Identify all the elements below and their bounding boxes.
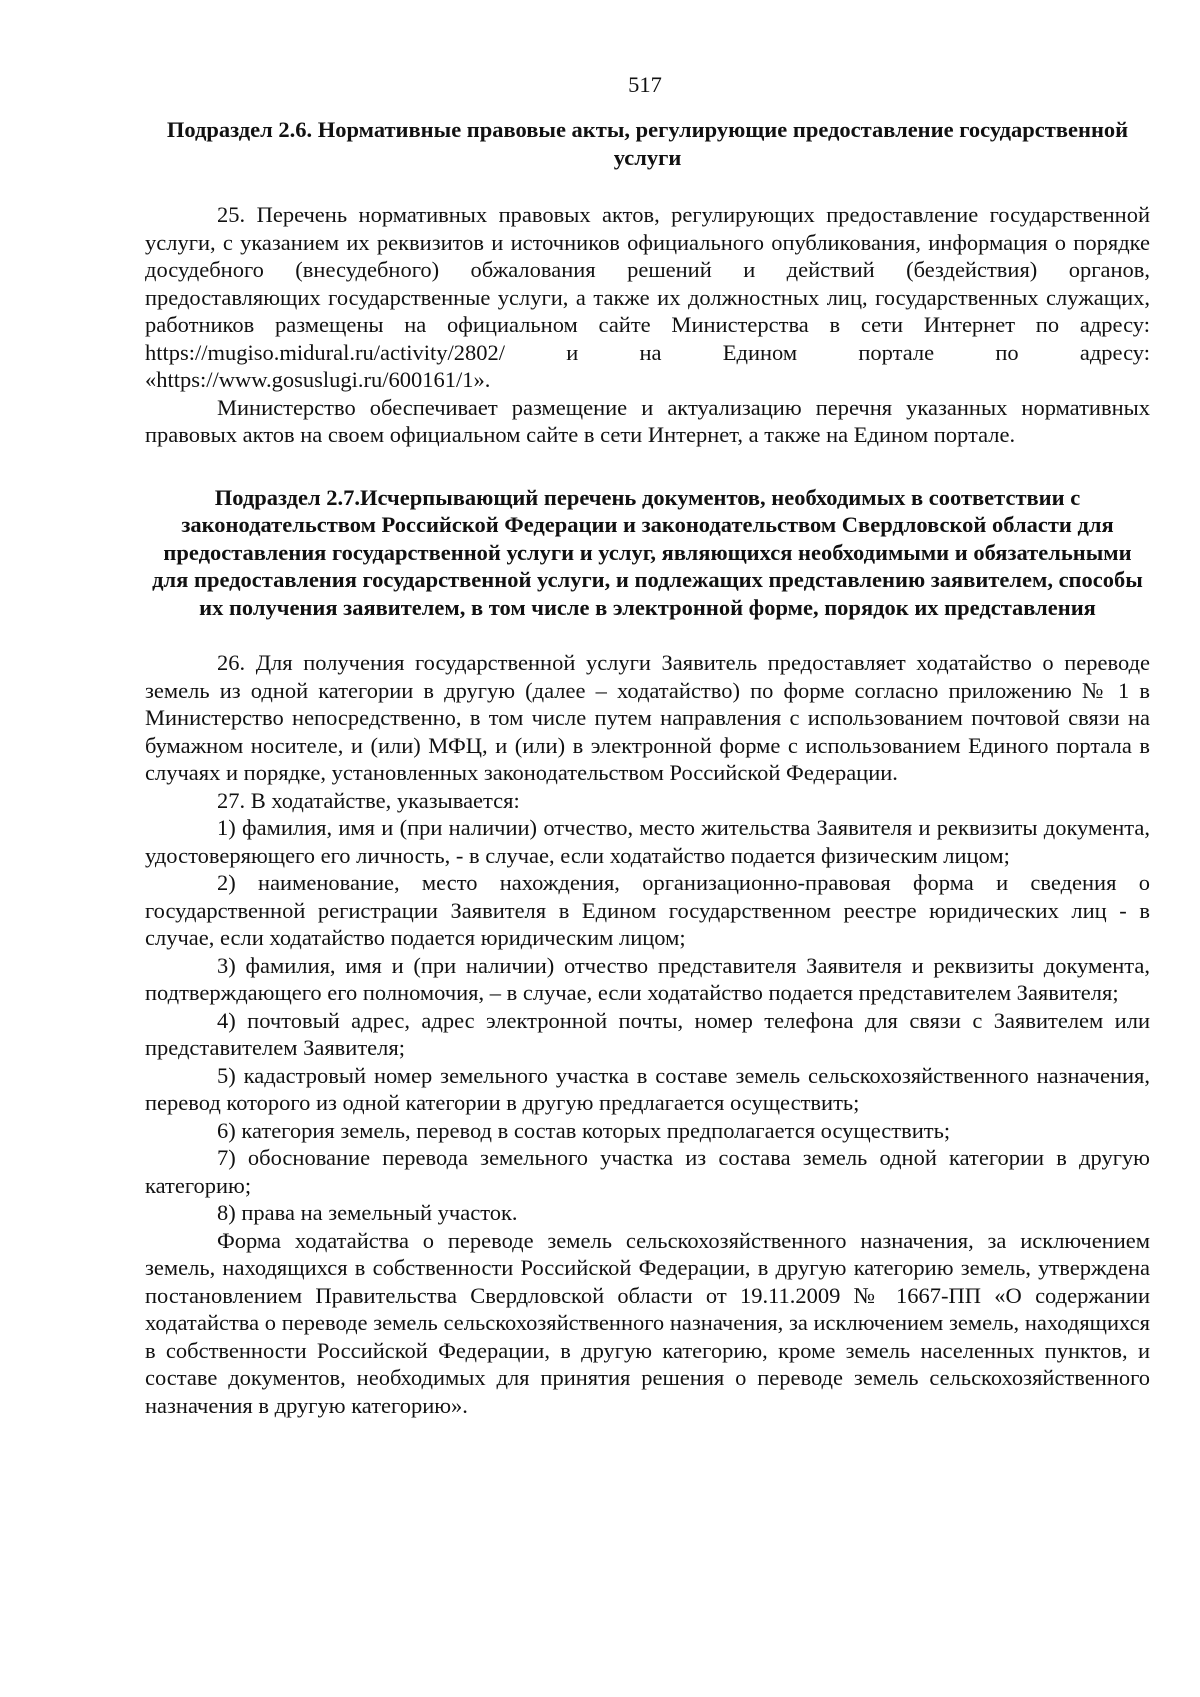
paragraph-26: 26. Для получения государственной услуги Заявитель предоставляет ходатайство о переводе земель из одной категории в другую (далее – ходатайство) по форме согласно приложению № 1 в Министерство непосредственно, в том числе путем направления с использованием почтовой связи на бумажном носителе, и (или) МФЦ, и (или) в электронной форме с использованием Единого портала в случаях и порядке, установленных законодательством Российской Федерации. bbox=[145, 650, 1150, 785]
section-2-6-body bbox=[145, 201, 1150, 449]
list-item-7: 7) обоснование перевода земельного участка из состава земель одной категории в другую категорию; bbox=[145, 1145, 1150, 1198]
list-item-2: 2) наименование, место нахождения, организационно-правовая форма и сведения о государственной регистрации Заявителя в Едином государственном реестре юридических лиц - в случае, если ходатайство подается юридическим лицом; bbox=[145, 870, 1150, 950]
section-2-7-heading: Подраздел 2.7.Исчерпывающий перечень документов, необходимых в соответствии с законодательством Российской Федерации и законодательством Свердловской области для предоставления государственной услуги и услуг, являющихся необходимыми и обязательными для предоставления государственной услуги, и подлежащих представлению заявителем, способы их получения заявителем, в том числе в электронной форме, порядок их представления bbox=[152, 484, 1143, 620]
paragraph-ministry-publication: Министерство обеспечивает размещение и актуализацию перечня указанных нормативных правовых актов на своем официальном сайте в сети Интернет, а также на Едином портале. bbox=[145, 394, 1150, 447]
page-number: 517 bbox=[628, 72, 662, 97]
section-2-7-body bbox=[145, 649, 1150, 1419]
list-item-1: 1) фамилия, имя и (при наличии) отчество, место жительства Заявителя и реквизиты документа, удостоверяющего его личность, - в случае, если ходатайство подается физическим лицом; bbox=[145, 815, 1150, 868]
list-item-5: 5) кадастровый номер земельного участка в составе земель сельскохозяйственного назначения, перевод которого из одной категории в другую предлагается осуществить; bbox=[145, 1062, 1150, 1115]
page-content bbox=[145, 116, 1150, 1419]
paragraph-petition-form: Форма ходатайства о переводе земель сельскохозяйственного назначения, за исключением земель, находящихся в собственности Российской Федерации, в другую категорию земель, утверждена постановлением Правительства Свердловской области от 19.11.2009 № 1667-ПП «О содержании ходатайства о переводе земель сельскохозяйственного назначения, за исключением земель, находящихся в собственности Российской Федерации, в другую категорию, кроме земель населенных пунктов, и составе документов, необходимых для принятия решения о переводе земель сельскохозяйственного назначения в другую категорию». bbox=[145, 1227, 1150, 1418]
paragraph-27: 27. В ходатайстве, указывается: bbox=[217, 787, 520, 813]
list-item-4: 4) почтовый адрес, адрес электронной почты, номер телефона для связи с Заявителем или представителем Заявителя; bbox=[145, 1007, 1150, 1060]
list-item-3: 3) фамилия, имя и (при наличии) отчество представителя Заявителя и реквизиты документа, подтверждающего его полномочия, – в случае, если ходатайство подается представителем Заявителя; bbox=[145, 952, 1150, 1005]
list-item-6: 6) категория земель, перевод в состав которых предполагается осуществить; bbox=[217, 1117, 951, 1143]
list-item-8: 8) права на земельный участок. bbox=[217, 1200, 518, 1225]
paragraph-25: 25. Перечень нормативных правовых актов, регулирующих предоставление государственной услуги, с указанием их реквизитов и источников официального опубликования, информация о порядке досудебного (внесудебного) обжалования решений и действий (бездействия) органов, предоставляющих государственные услуги, а также их должностных лиц, государственных служащих, работников размещены на официальном сайте Министерства в сети Интернет по адресу: https://mugiso.midural.ru/activity/2802/ и на Едином портале по адресу: «https://www.gosuslugi.ru/600161/1». bbox=[145, 202, 1150, 392]
section-2-6-heading: Подраздел 2.6. Нормативные правовые акты, регулирующие предоставление государственной услуги bbox=[166, 117, 1129, 170]
